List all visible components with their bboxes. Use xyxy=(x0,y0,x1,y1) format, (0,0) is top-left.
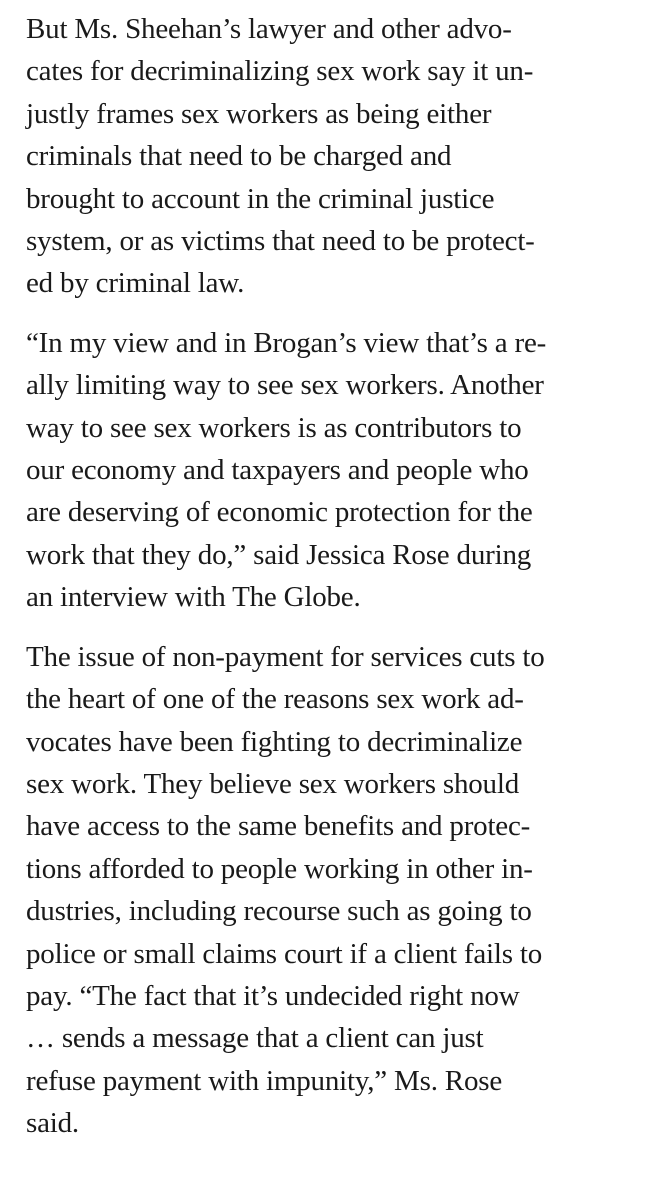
text-line: ed by criminal law. xyxy=(26,267,245,300)
paragraph-3 xyxy=(26,636,633,1145)
text-line: “In my view and in Brogan’s view that’s a re- xyxy=(26,326,547,359)
text-line: justly frames sex workers as being either xyxy=(26,97,492,130)
text-line: sex work. They believe sex workers should xyxy=(26,767,520,800)
text-line: an interview with The Globe. xyxy=(26,581,361,614)
paragraph-1 xyxy=(26,8,633,305)
text-line: vocates have been fighting to decriminalize xyxy=(26,725,523,758)
text-line: refuse payment with impunity,” Ms. Rose xyxy=(26,1064,502,1097)
text-line: cates for decriminalizing sex work say it un- xyxy=(26,55,534,88)
text-line: But Ms. Sheehan’s lawyer and other advo- xyxy=(26,13,512,45)
text-line: brought to account in the criminal justice xyxy=(26,182,495,215)
text-line: dustries, including recourse such as going to xyxy=(26,895,532,928)
text-line: The issue of non-payment for services cuts to xyxy=(26,640,545,673)
paragraph-2 xyxy=(26,322,633,619)
text-line: system, or as victims that need to be protect- xyxy=(26,225,535,258)
text-line: way to see sex workers is as contributors to xyxy=(26,411,522,444)
text-line: the heart of one of the reasons sex work ad- xyxy=(26,683,524,716)
text-line: our economy and taxpayers and people who xyxy=(26,454,529,487)
text-line: police or small claims court if a client fails to xyxy=(26,937,543,970)
text-line: work that they do,” said Jessica Rose during xyxy=(26,538,532,571)
text-line: … sends a message that a client can just xyxy=(26,1022,484,1055)
text-line: said. xyxy=(26,1107,79,1140)
text-line: criminals that need to be charged and xyxy=(26,140,452,173)
text-line: ally limiting way to see sex workers. Another xyxy=(26,369,544,402)
text-line: are deserving of economic protection for the xyxy=(26,496,533,529)
text-line: have access to the same benefits and protec- xyxy=(26,810,531,843)
text-line: tions afforded to people working in other in- xyxy=(26,852,533,885)
text-line: pay. “The fact that it’s undecided right now xyxy=(26,979,520,1012)
